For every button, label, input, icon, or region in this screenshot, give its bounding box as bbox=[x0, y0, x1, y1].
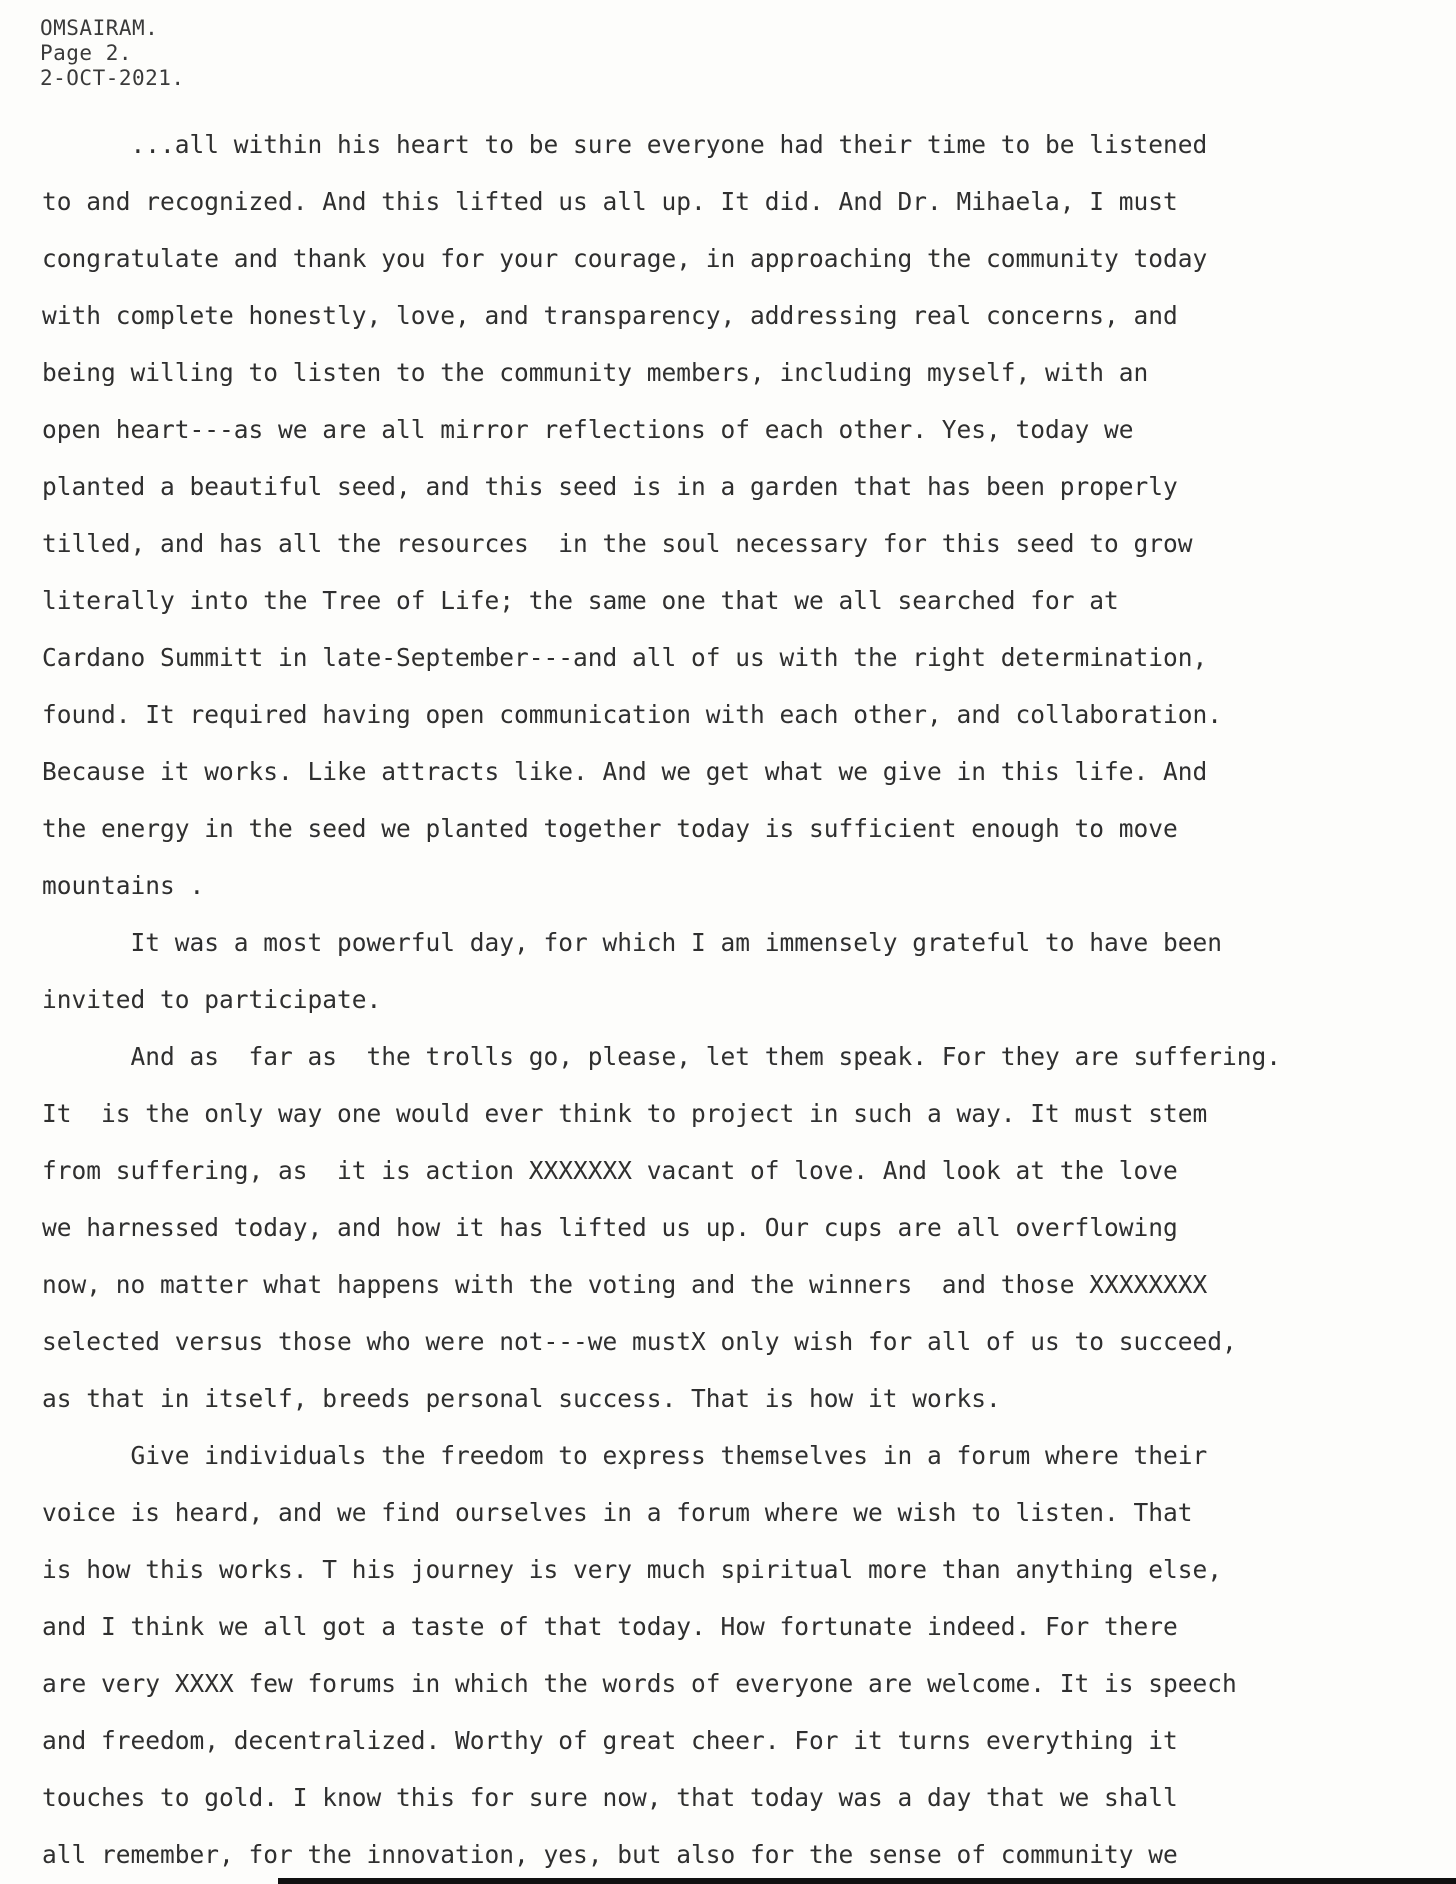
letter-body bbox=[42, 116, 1442, 1883]
header-page-number: Page 2. bbox=[40, 41, 133, 65]
text-line: congratulate and thank you for your courage, in approaching the community today bbox=[42, 244, 1208, 273]
text-line: and freedom, decentralized. Worthy of great cheer. For it turns everything it bbox=[42, 1726, 1178, 1755]
text-line: found. It required having open communication with each other, and collaboration. bbox=[42, 700, 1223, 729]
bottom-edge-rule bbox=[278, 1878, 1456, 1884]
text-line: open heart---as we are all mirror reflections of each other. Yes, today we bbox=[42, 415, 1134, 444]
page-header bbox=[40, 16, 185, 91]
header-title: OMSAIRAM. bbox=[40, 16, 159, 40]
text-line: we harnessed today, and how it has lifted us up. Our cups are all overflowing bbox=[42, 1213, 1178, 1242]
text-line: Cardano Summitt in late-September---and all of us with the right determination, bbox=[42, 643, 1208, 672]
text-line: touches to gold. I know this for sure now, that today was a day that we shall bbox=[42, 1783, 1178, 1812]
text-line: from suffering, as it is action XXXXXXX vacant of love. And look at the love bbox=[42, 1156, 1178, 1185]
text-line: the energy in the seed we planted together today is sufficient enough to move bbox=[42, 814, 1178, 843]
text-line: are very XXXX few forums in which the words of everyone are welcome. It is speech bbox=[42, 1669, 1237, 1698]
text-line: as that in itself, breeds personal success. That is how it works. bbox=[42, 1384, 1001, 1413]
text-line: ...all within his heart to be sure everyone had their time to be listened bbox=[42, 130, 1208, 159]
text-line: And as far as the trolls go, please, let them speak. For they are suffering. bbox=[42, 1042, 1282, 1071]
text-line: is how this works. T his journey is very much spiritual more than anything else, bbox=[42, 1555, 1223, 1584]
text-line: literally into the Tree of Life; the same one that we all searched for at bbox=[42, 586, 1119, 615]
text-line: being willing to listen to the community members, including myself, with an bbox=[42, 358, 1149, 387]
text-line: and I think we all got a taste of that today. How fortunate indeed. For there bbox=[42, 1612, 1178, 1641]
text-line: voice is heard, and we find ourselves in a forum where we wish to listen. That bbox=[42, 1498, 1193, 1527]
text-line: Give individuals the freedom to express themselves in a forum where their bbox=[42, 1441, 1208, 1470]
text-line: It was a most powerful day, for which I am immensely grateful to have been bbox=[42, 928, 1223, 957]
text-line: planted a beautiful seed, and this seed is in a garden that has been properly bbox=[42, 472, 1178, 501]
text-line: Because it works. Like attracts like. And we get what we give in this life. And bbox=[42, 757, 1208, 786]
text-line: all remember, for the innovation, yes, but also for the sense of community we bbox=[42, 1840, 1178, 1869]
text-line: to and recognized. And this lifted us all up. It did. And Dr. Mihaela, I must bbox=[42, 187, 1178, 216]
text-line: tilled, and has all the resources in the soul necessary for this seed to grow bbox=[42, 529, 1193, 558]
text-line: invited to participate. bbox=[42, 985, 382, 1014]
text-line: now, no matter what happens with the voting and the winners and those XXXXXXXX bbox=[42, 1270, 1208, 1299]
text-line: with complete honestly, love, and transparency, addressing real concerns, and bbox=[42, 301, 1178, 330]
text-line: selected versus those who were not---we mustX only wish for all of us to succeed, bbox=[42, 1327, 1237, 1356]
header-date: 2-OCT-2021. bbox=[40, 66, 185, 90]
text-line: mountains . bbox=[42, 871, 205, 900]
text-line: It is the only way one would ever think to project in such a way. It must stem bbox=[42, 1099, 1208, 1128]
